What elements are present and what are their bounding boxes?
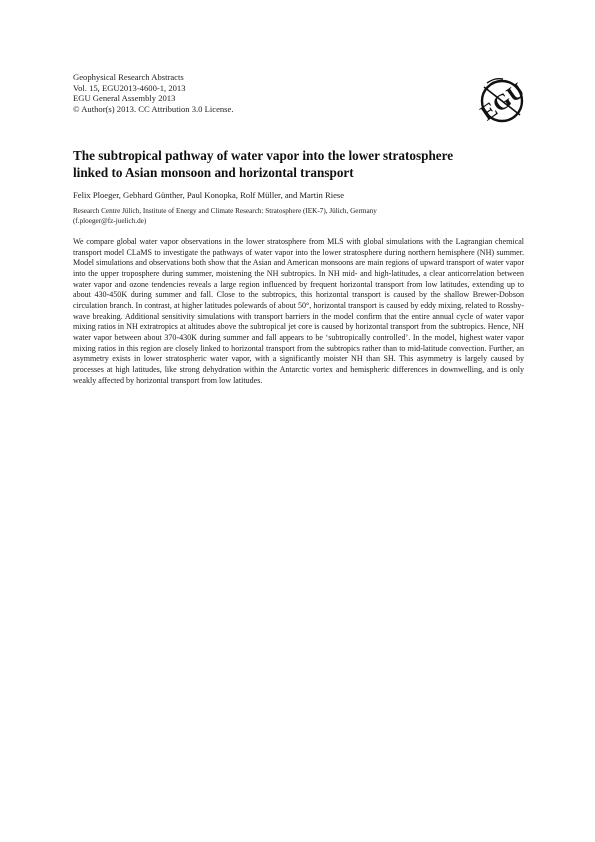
author-list: Felix Ploeger, Gebhard Günther, Paul Konopka, Rolf Müller, and Martin Riese — [73, 190, 345, 200]
copyright-notice: © Author(s) 2013. CC Attribution 3.0 License. — [73, 103, 234, 114]
title-line-1: The subtropical pathway of water vapor into the lower stratosphere — [73, 148, 454, 163]
contact-email: (f.ploeger@fz-juelich.de) — [73, 217, 147, 225]
affiliation-block — [73, 206, 533, 226]
title-line-2: linked to Asian monsoon and horizontal transport — [73, 164, 354, 180]
journal-volume: Vol. 15, EGU2013-4600-1, 2013 — [73, 82, 186, 93]
abstract-text: We compare global water vapor observations in the lower stratosphere from MLS with global simulations with the Lagrangian chemical transport model CLaMS to investigate the pathways of water vapor into the lower stratosphere during northern hemisphere (NH) summer. Model simulations and observations both show that the Asian and American monsoons are main regions of upward transport of water vapor into the upper troposphere during summer, moistening the NH subtropics. In NH mid- and high-latitudes, a clear anticorrelation between water vapor and ozone tendencies reveals a large region influenced by frequent horizontal transport from low latitudes, extending up to about 430-450K during summer and fall. Close to the subtropics, this horizontal transport is caused by the shallow Brewer-Dobson circulation branch. In contrast, at higher latitudes polewards of about 50°, horizontal transport is caused by eddy mixing, related to Rossby-wave breaking. Additional sensitivity simulations with transport barriers in the model confirm that the entire annual cycle of water vapor mixing ratios in NH extratropics at altitudes above the subtropical jet core is caused by horizontal transport from the subtropics. Hence, NH water vapor between about 370-430K during summer and fall appears to be ‘subtropically controlled’. In the model, highest water vapor mixing ratios in this region are closely linked to horizontal transport from the subtropics rather than to mid-latitude convection. Further, an asymmetry exists in lower stratospheric water vapor, with a significantly moister NH than SH. This asymmetry is largely caused by processes at high latitudes, like strong dehydration within the Antarctic vortex and hemispheric differences in downwelling, and is only weakly affected by horizontal transport from low latitudes. — [73, 237, 524, 385]
journal-header — [73, 72, 234, 114]
logo-text: EGU — [477, 77, 527, 126]
assembly-name: EGU General Assembly 2013 — [73, 93, 176, 104]
affiliation-text: Research Centre Jülich, Institute of Energy and Climate Research: Stratosphere (IEK-7), Jülich, Germany — [73, 207, 377, 215]
paper-title — [73, 148, 533, 181]
egu-logo-graphic — [477, 76, 527, 126]
egu-logo-icon — [477, 76, 527, 126]
journal-name: Geophysical Research Abstracts — [73, 72, 184, 82]
